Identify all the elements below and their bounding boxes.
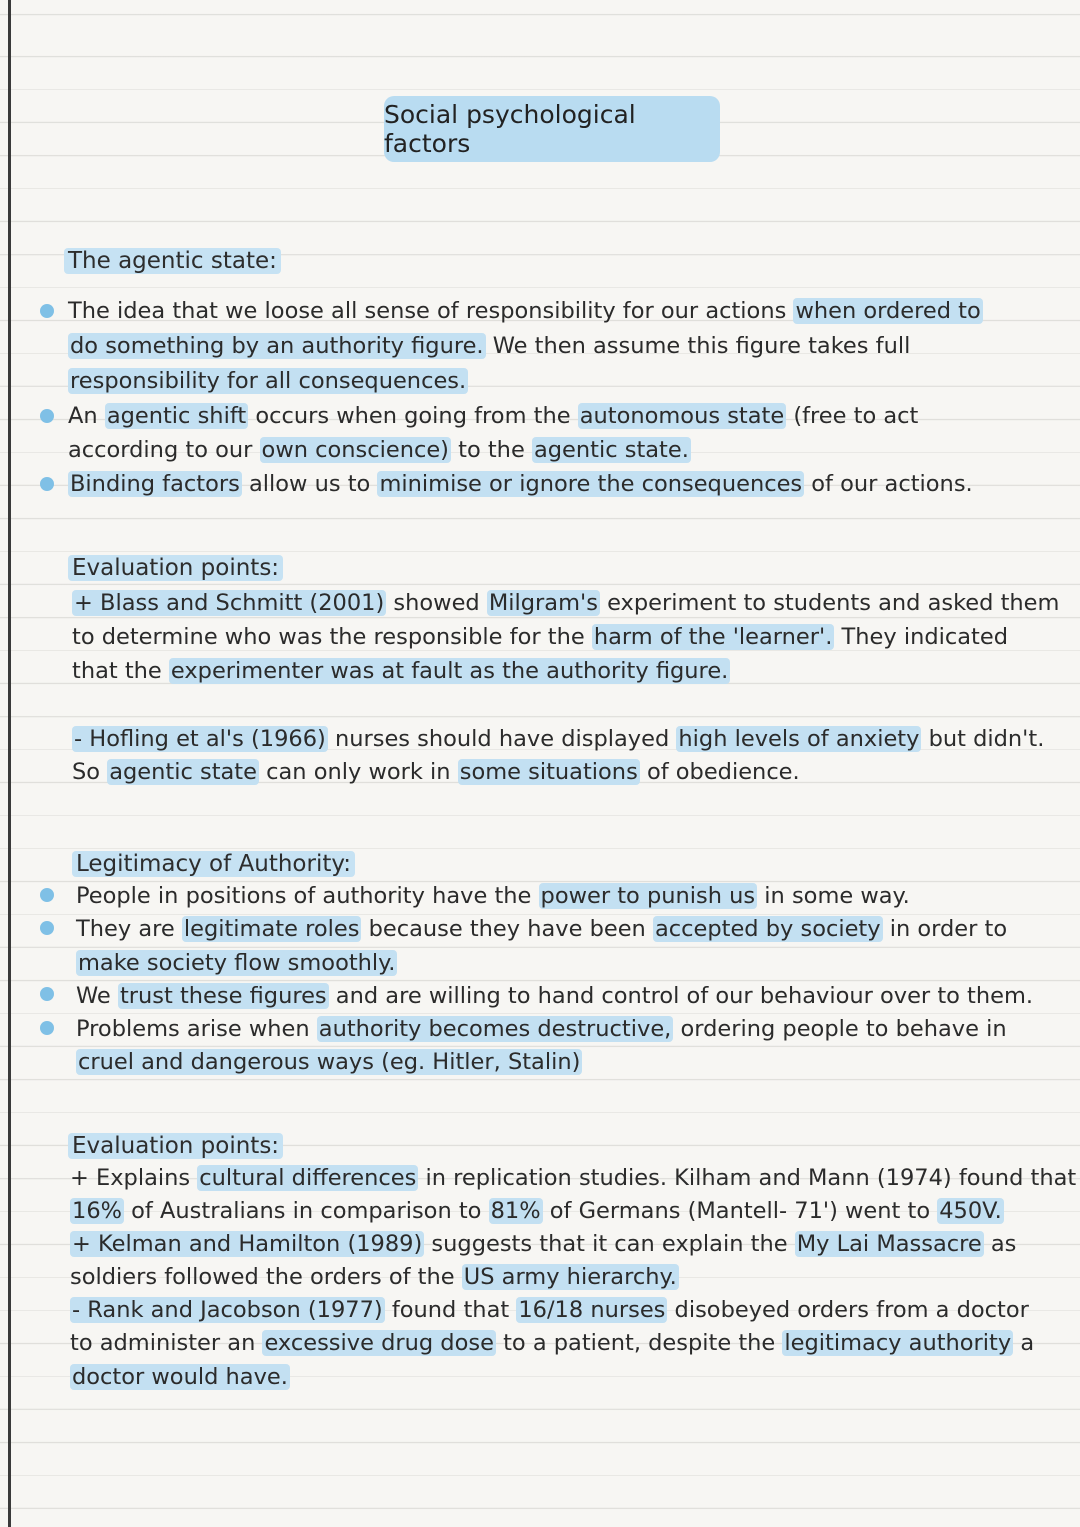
agentic-line — [68, 364, 468, 398]
text-segment: according to our — [68, 437, 260, 463]
evaluation-line — [70, 1227, 1016, 1261]
text-segment: They are — [76, 916, 182, 942]
text-segment: trust these figures — [119, 983, 327, 1009]
text-segment: found that — [384, 1297, 517, 1323]
agentic-line — [68, 329, 910, 363]
text-segment: to determine who was the responsible for the — [72, 624, 592, 650]
text-segment: 16% — [72, 1198, 123, 1224]
text-segment: agentic state — [109, 759, 257, 785]
agentic-line — [68, 294, 983, 328]
text-segment: in some way. — [757, 883, 910, 909]
text-segment: suggests that it can explain the — [424, 1231, 795, 1257]
bullet-icon — [40, 1021, 54, 1035]
text-segment: They indicated — [834, 624, 1008, 650]
text-segment: 450V. — [939, 1198, 1002, 1224]
text-segment: US army hierarchy. — [463, 1264, 677, 1290]
text-segment: Problems arise when — [76, 1016, 317, 1042]
evaluation-heading-1: Evaluation points: — [68, 551, 283, 585]
text-segment: cultural differences — [199, 1165, 417, 1191]
text-segment: when ordered to — [795, 298, 981, 324]
text-segment: own conscience) — [261, 437, 449, 463]
bullet-icon — [40, 304, 54, 318]
text-segment: An — [68, 403, 105, 429]
text-segment: that the — [72, 658, 169, 684]
text-segment: + Explains — [70, 1165, 198, 1191]
text-segment: of obedience. — [639, 759, 800, 785]
text-segment: accepted by society — [654, 916, 881, 942]
text-segment: some situations — [459, 759, 638, 785]
text-segment: a — [1013, 1330, 1035, 1356]
bullet-icon — [40, 888, 54, 902]
legitimacy-line — [76, 1045, 582, 1079]
text-segment: in replication studies. Kilham and Mann (1974) found that — [418, 1165, 1077, 1191]
text-segment: harm of the 'learner'. — [593, 624, 833, 650]
evaluation-heading-2: Evaluation points: — [68, 1129, 283, 1163]
text-segment: The idea that we loose all sense of responsibility for our actions — [68, 298, 794, 324]
text-segment: but didn't. — [921, 726, 1045, 752]
legitimacy-line — [76, 979, 1033, 1013]
text-segment: Milgram's — [488, 590, 598, 616]
text-segment: make society flow smoothly. — [78, 950, 396, 976]
text-segment: + Blass and Schmitt (2001) — [74, 590, 385, 616]
text-segment: We then assume this figure takes full — [485, 333, 911, 359]
text-segment: minimise or ignore the consequences — [379, 471, 803, 497]
text-segment: agentic shift — [106, 403, 247, 429]
page-title: Social psychological factors — [384, 96, 720, 162]
evaluation-line — [72, 620, 1008, 654]
evaluation-line — [70, 1194, 1004, 1228]
legitimacy-line — [76, 879, 910, 913]
page-binding-edge — [8, 0, 11, 1527]
text-segment: People in positions of authority have the — [76, 883, 539, 909]
text-segment: disobeyed orders from a doctor — [667, 1297, 1029, 1323]
text-segment: of Australians in comparison to — [124, 1198, 489, 1224]
bullet-icon — [40, 921, 54, 935]
evaluation-line — [70, 1293, 1029, 1327]
text-segment: high levels of anxiety — [678, 726, 920, 752]
text-segment: + Kelman and Hamilton (1989) — [72, 1231, 423, 1257]
text-segment: So — [72, 759, 108, 785]
text-segment: agentic state. — [533, 437, 689, 463]
text-segment: experimenter was at fault as the authority figure. — [170, 658, 729, 684]
text-segment: can only work in — [258, 759, 458, 785]
text-segment: nurses should have displayed — [327, 726, 677, 752]
text-segment: do something by an authority figure. — [70, 333, 484, 359]
text-segment: 81% — [490, 1198, 541, 1224]
text-segment: as — [983, 1231, 1017, 1257]
text-segment: showed — [386, 590, 487, 616]
evaluation-line — [70, 1326, 1034, 1360]
evaluation-line — [70, 1260, 679, 1294]
text-segment: - Rank and Jacobson (1977) — [72, 1297, 383, 1323]
text-segment: legitimate roles — [183, 916, 360, 942]
bullet-icon — [40, 477, 54, 491]
text-segment: ordering people to behave in — [673, 1016, 1007, 1042]
text-segment: Binding factors — [70, 471, 240, 497]
text-segment: responsibility for all consequences. — [70, 368, 467, 394]
text-segment: legitimacy authority — [784, 1330, 1012, 1356]
evaluation-line — [72, 755, 800, 789]
bullet-icon — [40, 409, 54, 423]
text-segment: excessive drug dose — [264, 1330, 494, 1356]
text-segment: soldiers followed the orders of the — [70, 1264, 462, 1290]
text-segment: cruel and dangerous ways (eg. Hitler, Stalin) — [78, 1049, 581, 1075]
text-segment: occurs when going from the — [248, 403, 578, 429]
text-segment: of Germans (Mantell- 71') went to — [542, 1198, 938, 1224]
evaluation-line — [72, 722, 1044, 756]
text-segment: experiment to students and asked them — [599, 590, 1060, 616]
text-segment: authority becomes destructive, — [318, 1016, 672, 1042]
text-segment: My Lai Massacre — [796, 1231, 982, 1257]
text-segment: and are willing to hand control of our behaviour over to them. — [328, 983, 1034, 1009]
bullet-icon — [40, 987, 54, 1001]
legitimacy-heading: Legitimacy of Authority: — [72, 847, 355, 881]
evaluation-line — [72, 654, 730, 688]
evaluation-line — [72, 586, 1059, 620]
legitimacy-line — [76, 946, 397, 980]
text-segment: 16/18 nurses — [518, 1297, 666, 1323]
text-segment: (free to act — [786, 403, 919, 429]
legitimacy-line — [76, 1012, 1007, 1046]
text-segment: power to punish us — [540, 883, 756, 909]
agentic-line — [68, 433, 691, 467]
text-segment: in order to — [882, 916, 1008, 942]
text-segment: We — [76, 983, 118, 1009]
text-segment: to a patient, despite the — [495, 1330, 783, 1356]
evaluation-line — [70, 1161, 1076, 1195]
agentic-heading: The agentic state: — [64, 244, 281, 278]
text-segment: to the — [450, 437, 532, 463]
legitimacy-line — [76, 912, 1007, 946]
text-segment: autonomous state — [579, 403, 785, 429]
text-segment: - Hofling et al's (1966) — [74, 726, 326, 752]
text-segment: to administer an — [70, 1330, 263, 1356]
text-segment: doctor would have. — [72, 1364, 288, 1390]
agentic-line — [68, 399, 918, 433]
evaluation-line — [70, 1360, 290, 1394]
text-segment: of our actions. — [804, 471, 973, 497]
agentic-line — [68, 467, 973, 501]
text-segment: because they have been — [361, 916, 653, 942]
text-segment: allow us to — [241, 471, 378, 497]
